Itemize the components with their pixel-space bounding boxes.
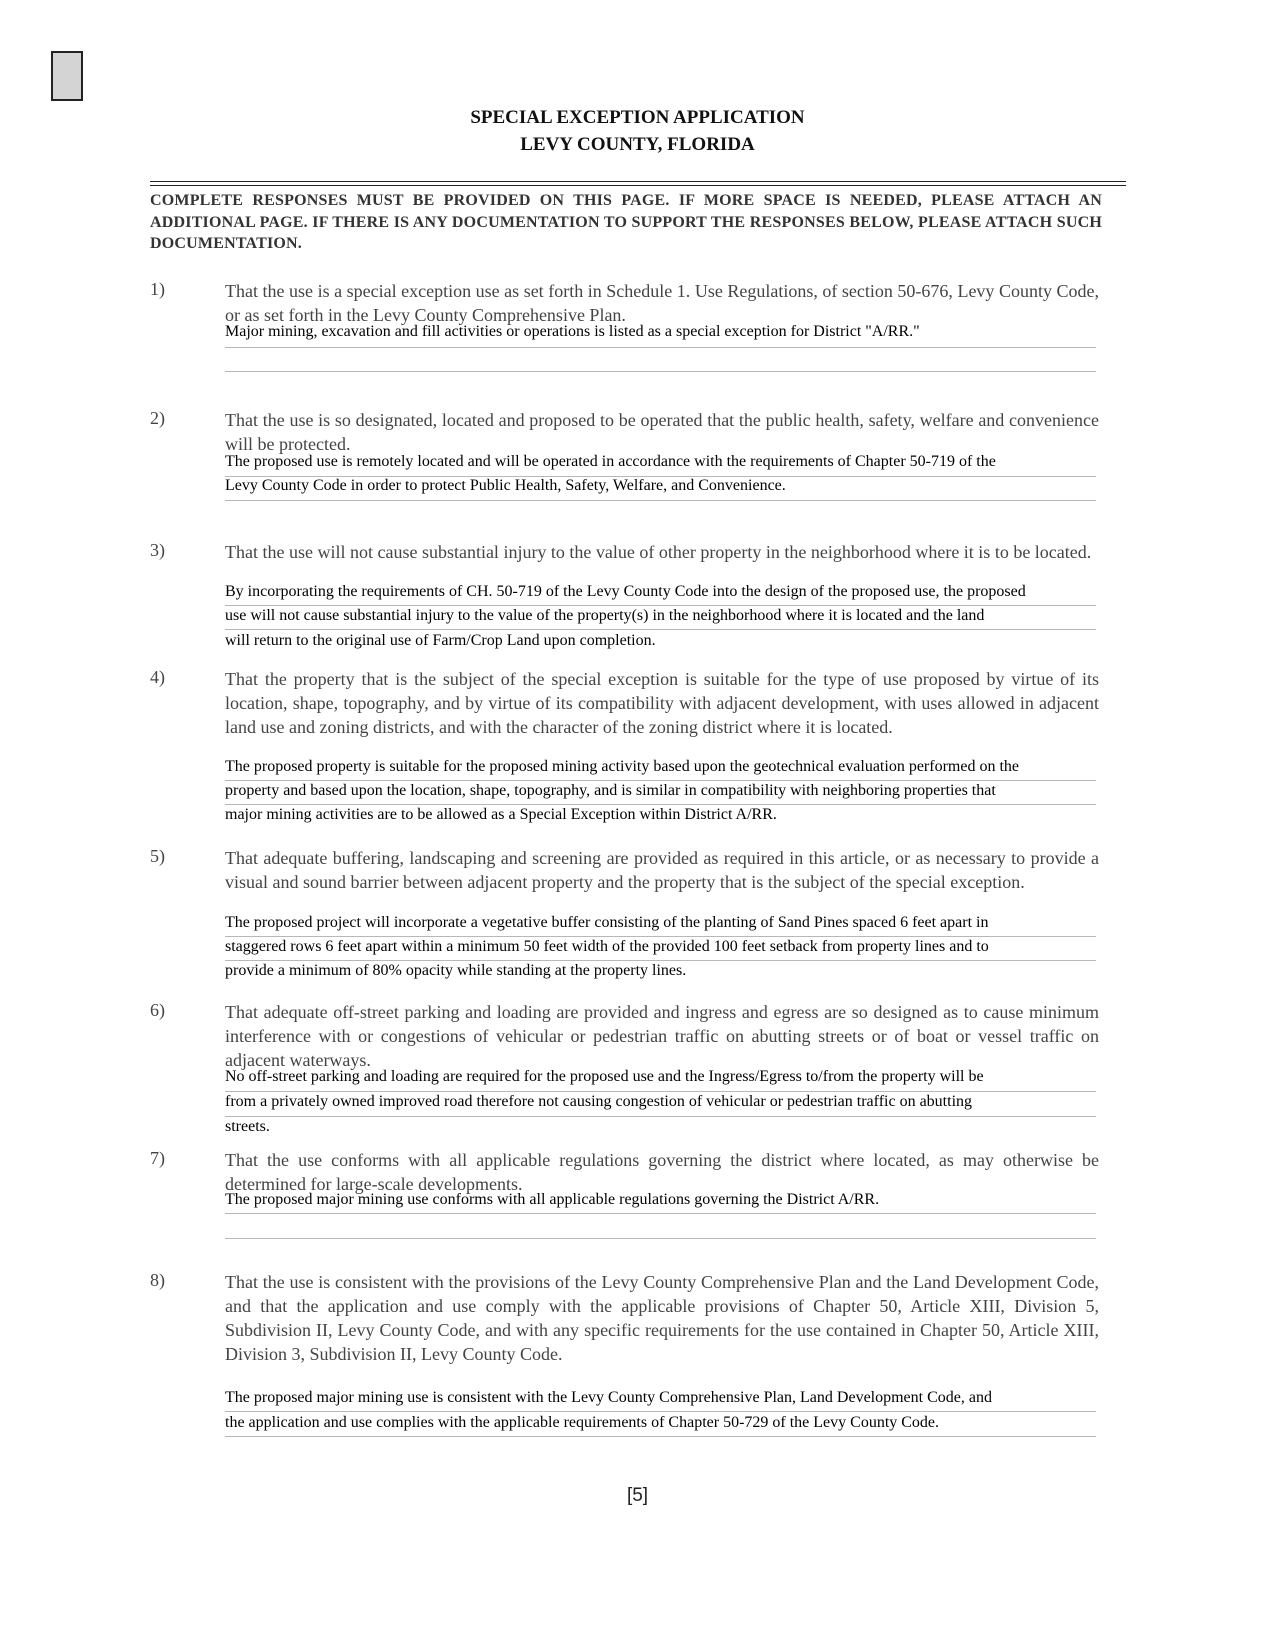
answer-underline [225, 605, 1096, 606]
answer-line: Levy County Code in order to protect Public Health, Safety, Welfare, and Convenience. [225, 477, 786, 494]
answer-line: will return to the original use of Farm/Crop Land upon completion. [225, 632, 656, 649]
answer-underline [225, 1213, 1096, 1214]
item-question: That adequate off-street parking and loading are provided and ingress and egress are so designed as to cause minimum interference with or congestions of vehicular or pedestrian traffic on abutting streets or of boat or vessel traffic on adjacent waterways. [225, 1002, 1099, 1070]
answer-underline [225, 347, 1096, 348]
answer-line: from a privately owned improved road therefore not causing congestion of vehicular or pedestrian traffic on abutting [225, 1093, 973, 1110]
answer-line: The proposed use is remotely located and will be operated in accordance with the requirements of Chapter 50-719 of the [225, 453, 996, 470]
answer-line: property and based upon the location, shape, topography, and is similar in compatibility with neighboring properties that [225, 782, 996, 799]
item-number: 4) [150, 667, 165, 687]
item-number: 3) [150, 540, 165, 560]
answer-line: staggered rows 6 feet apart within a minimum 50 feet width of the provided 100 feet setback from property lines and to [225, 938, 989, 955]
answer-line: provide a minimum of 80% opacity while standing at the property lines. [225, 962, 687, 979]
answer-line: The proposed project will incorporate a vegetative buffer consisting of the planting of Sand Pines spaced 6 feet apart in [225, 914, 989, 931]
answer-line: By incorporating the requirements of CH. 50-719 of the Levy County Code into the design of the proposed use, the proposed [225, 583, 1026, 600]
answer-line: The proposed major mining use conforms with all applicable regulations governing the District A/RR. [225, 1191, 880, 1208]
item-number: 5) [150, 846, 165, 866]
answer-underline [225, 371, 1096, 372]
item-question: That adequate buffering, landscaping and screening are provided as required in this article, or as necessary to provide a visual and sound barrier between adjacent property and the property that is the subject of the special exception. [225, 848, 1099, 892]
answer-line: Major mining, excavation and fill activities or operations is listed as a special exception for District "A/RR." [225, 323, 920, 340]
instructions: COMPLETE RESPONSES MUST BE PROVIDED ON THIS PAGE. IF MORE SPACE IS NEEDED, PLEASE ATTACH AN ADDITIONAL PAGE. IF THERE IS ANY DOCUMENTATION TO SUPPORT THE RESPONSES BELOW, PLEASE ATTACH SUCH DOCUMENTATION. [150, 192, 1102, 252]
page-number: [5] [626, 1485, 649, 1506]
answer-underline [225, 780, 1096, 781]
item-question: That the use is so designated, located and proposed to be operated that the public health, safety, welfare and convenience will be protected. [225, 410, 1099, 454]
answer-underline [225, 936, 1096, 937]
corner-checkbox [51, 51, 83, 101]
item-question: That the use is a special exception use as set forth in Schedule 1. Use Regulations, of section 50-676, Levy County Code, or as set forth in the Levy County Comprehensive Plan. [225, 281, 1099, 325]
item-question: That the use conforms with all applicable regulations governing the district where located, as may otherwise be determined for large-scale developments. [225, 1150, 1099, 1194]
page-subtitle: LEVY COUNTY, FLORIDA [520, 134, 755, 155]
answer-line: the application and use complies with the applicable requirements of Chapter 50-729 of the Levy County Code. [225, 1414, 940, 1431]
page-title: SPECIAL EXCEPTION APPLICATION [470, 107, 805, 128]
item-question: That the property that is the subject of the special exception is suitable for the type of use proposed by virtue of its location, shape, topography, and by virtue of its compatibility with adjacent development, with uses allowed in adjacent land use and zoning districts, and with the character of the zoning district where it is located. [225, 669, 1099, 737]
answer-line: The proposed property is suitable for the proposed mining activity based upon the geotechnical evaluation performed on the [225, 758, 1019, 775]
answer-line: No off-street parking and loading are required for the proposed use and the Ingress/Egress to/from the property will be [225, 1068, 984, 1085]
item-number: 7) [150, 1148, 165, 1168]
answer-line: major mining activities are to be allowed as a Special Exception within District A/RR. [225, 806, 777, 823]
item-number: 8) [150, 1270, 165, 1290]
answer-line: streets. [225, 1118, 270, 1135]
item-number: 6) [150, 1000, 165, 1020]
answer-underline [225, 500, 1096, 501]
answer-underline [225, 1091, 1096, 1092]
answer-underline [225, 804, 1096, 805]
item-question: That the use will not cause substantial injury to the value of other property in the neighborhood where it is to be located. [225, 542, 1092, 562]
answer-underline [225, 1411, 1096, 1412]
answer-underline [225, 1116, 1096, 1117]
answer-underline [225, 629, 1096, 630]
answer-underline [225, 1238, 1096, 1239]
answer-line: use will not cause substantial injury to the value of the property(s) in the neighborhood where it is located and the land [225, 607, 985, 624]
item-question: That the use is consistent with the provisions of the Levy County Comprehensive Plan and the Land Development Code, and that the application and use comply with the applicable provisions of Chapter 50, Article XIII, Division 5, Subdivision II, Levy County Code, and with any specific requirements for the use contained in Chapter 50, Article XIII, Division 3, Subdivision II, Levy County Code. [225, 1272, 1099, 1364]
header-rule-top [150, 181, 1126, 182]
answer-underline [225, 1436, 1096, 1437]
answer-underline [225, 960, 1096, 961]
answer-line: The proposed major mining use is consistent with the Levy County Comprehensive Plan, Land Development Code, and [225, 1389, 992, 1406]
header-rule-bottom [150, 185, 1126, 186]
item-number: 1) [150, 279, 165, 299]
item-number: 2) [150, 408, 165, 428]
